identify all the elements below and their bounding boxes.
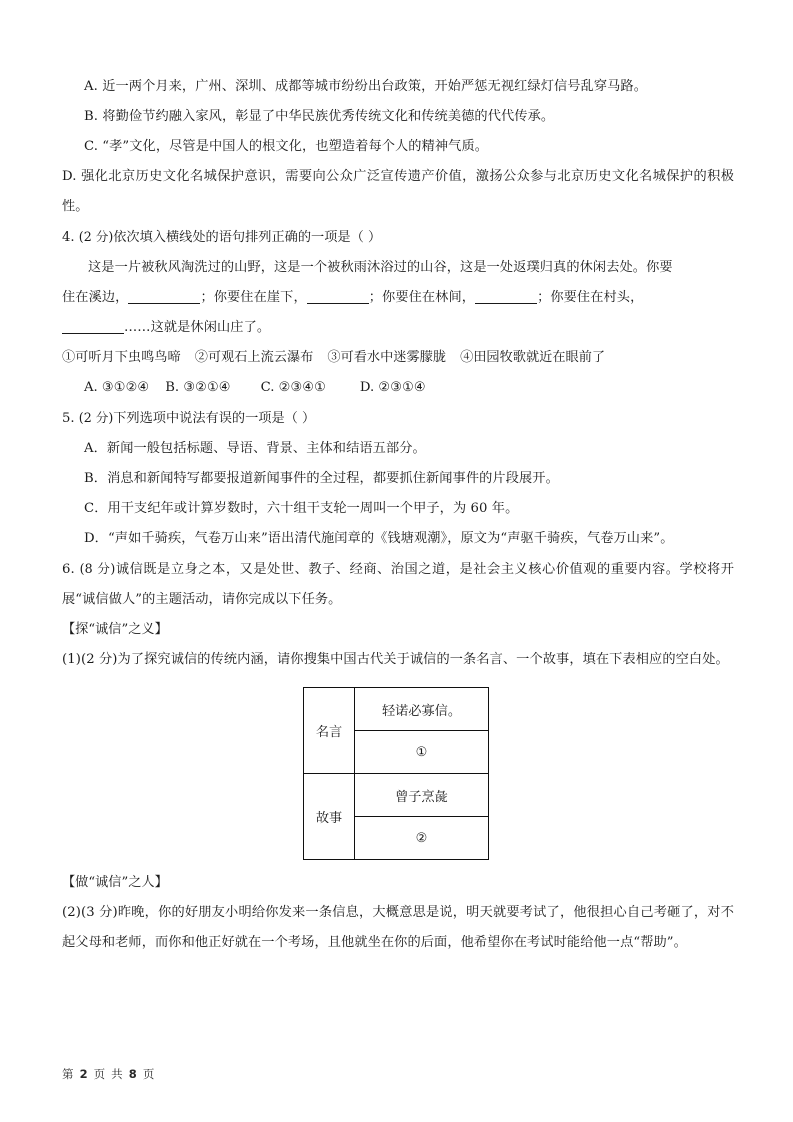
q6-score: (8 分) [79,561,116,576]
q4-choice-c-key: C. [260,380,275,395]
q5-option-a[interactable]: A．新闻一般包括标题、导语、背景、主体和结语五部分。 [84,441,426,456]
page-content [62,72,734,958]
q3-option-d: D. 强化北京历史文化名城保护意识，需要向公众广泛宣传遗产价值，激扬公众参与北京历史文化名城保护的积极性。 [62,169,734,214]
page-footer [62,1066,734,1082]
q4-stem: 依次填入横线处的语句排列正确的一项是（ ） [113,230,382,245]
q4-passage-line-3 [62,313,734,343]
table-given-gushi: 曾子烹彘 [355,774,489,817]
q3-option-c: C. “孝”文化，尽管是中国人的根文化，也塑造着每个人的精神气质。 [84,139,489,154]
q4-choice-c-value: ②③④① [278,380,326,395]
q4-passage-line-2 [62,283,734,313]
question-5-heading [62,403,734,434]
q4-choice-a-key: A. [84,380,98,395]
q4-blank-2[interactable] [307,303,369,304]
table-given-mingyan: 轻诺必寡信。 [355,688,489,731]
q6-number: 6. [62,562,75,577]
q4-passage-seg-c: ；你要住在林间， [368,290,476,305]
q4-passage-seg-d: ；你要住在村头， [537,290,644,305]
footer-page-number: 2 [79,1067,89,1081]
q4-item-4: ④田园牧歌就近在眼前了 [460,350,606,365]
q5-option-d[interactable]: D．“声如千骑疾，气卷万山来”语出清代施闰章的《钱塘观潮》，原文为“声驱千骑疾，气卷万山来”。 [84,531,674,546]
q6-stem: 诚信既是立身之本，又是处世、教子、经商、治国之道，是社会主义核心价值观的重要内容。学校将开展“诚信做人”的主题活动，请你完成以下任务。 [62,562,735,607]
q4-choices [62,373,734,403]
q4-blank-1[interactable] [128,303,200,304]
q5-number: 5. [62,411,75,426]
q4-choice-d-key: D. [359,380,375,395]
q5-option-c[interactable]: C．用干支纪年或计算岁数时，六十组干支轮一周叫一个甲子，为 60 年。 [84,501,519,516]
q4-score: (2 分) [78,229,114,244]
footer-page-total: 8 [128,1067,138,1081]
q5-option-b[interactable]: B．消息和新闻特写都要报道新闻事件的全过程，都要抓住新闻事件的片段展开。 [84,471,559,486]
chengxin-table [303,687,489,860]
answer-table-wrapper [62,687,734,860]
q4-choice-b-key: B. [165,380,180,395]
q4-choice-c[interactable] [261,373,326,403]
q6-sub1-number: (1)(2 分) [62,652,118,667]
q4-item-2: ②可观石上流云瀑布 [194,350,314,365]
table-label-mingyan: 名言 [304,688,355,774]
q6-sub2 [62,898,734,958]
table-blank-mingyan[interactable]: ① [355,731,489,774]
q6-section-2-heading: 【做“诚信”之人】 [62,875,168,890]
q4-blank-3[interactable] [475,303,537,304]
q4-passage-line-1: 这是一片被秋风淘洗过的山野，这是一个被秋雨沐浴过的山谷，这是一处返璞归真的休闲去处。你要 [88,260,673,275]
q4-choice-b[interactable] [165,373,230,403]
q6-sub1-text: 为了探究诚信的传统内涵，请你搜集中国古代关于诚信的一条名言、一个故事，填在下表相应的空白处。 [117,652,729,667]
q4-passage-seg-a: 住在溪边， [62,290,129,305]
table-blank-gushi[interactable]: ② [355,817,489,860]
q5-score: (2 分) [78,410,114,425]
question-6-heading [62,554,734,615]
q3-option-a: A. 近一两个月来，广州、深圳、成都等城市纷纷出台政策，开始严惩无视红绿灯信号乱穿马路。 [84,79,647,94]
table-label-gushi: 故事 [304,774,355,860]
question-4-heading [62,222,734,253]
q4-number: 4. [62,230,75,245]
footer-middle: 页 共 [93,1067,124,1081]
q6-sub1 [62,645,734,675]
q4-item-list [62,343,734,373]
q4-choice-d-value: ②③①④ [378,380,426,395]
q6-sub2-number: (2)(3 分) [62,905,118,920]
q4-blank-4[interactable] [62,333,124,334]
q4-choice-b-value: ③②①④ [183,380,231,395]
q4-passage-seg-b: ；你要住在崖下， [200,290,307,305]
q6-section-1-heading: 【探“诚信”之义】 [62,622,168,637]
q4-choice-a[interactable] [84,373,149,403]
q4-passage-tail: ……这就是休闲山庄了。 [124,320,271,335]
table-row [304,688,489,731]
q3-option-b: B. 将勤俭节约融入家风，彰显了中华民族优秀传统文化和传统美德的代代传承。 [84,109,555,124]
footer-suffix: 页 [142,1067,156,1081]
q4-item-3: ③可看水中迷雾朦胧 [327,350,447,365]
footer-prefix: 第 [62,1067,75,1081]
q4-choice-d[interactable] [360,373,426,403]
q6-sub2-text: 昨晚，你的好朋友小明给你发来一条信息，大概意思是说，明天就要考试了，他很担心自己考砸了，对不起父母和老师，而你和他正好就在一个考场，且他就坐在你的后面，他希望你在考试时能给他一点“帮助”。 [62,905,734,950]
q5-stem: 下列选项中说法有误的一项是（ ） [113,411,316,426]
table-row [304,774,489,817]
q4-item-1: ①可听月下虫鸣鸟啼 [62,350,181,365]
q4-choice-a-value: ③①②④ [101,380,150,395]
